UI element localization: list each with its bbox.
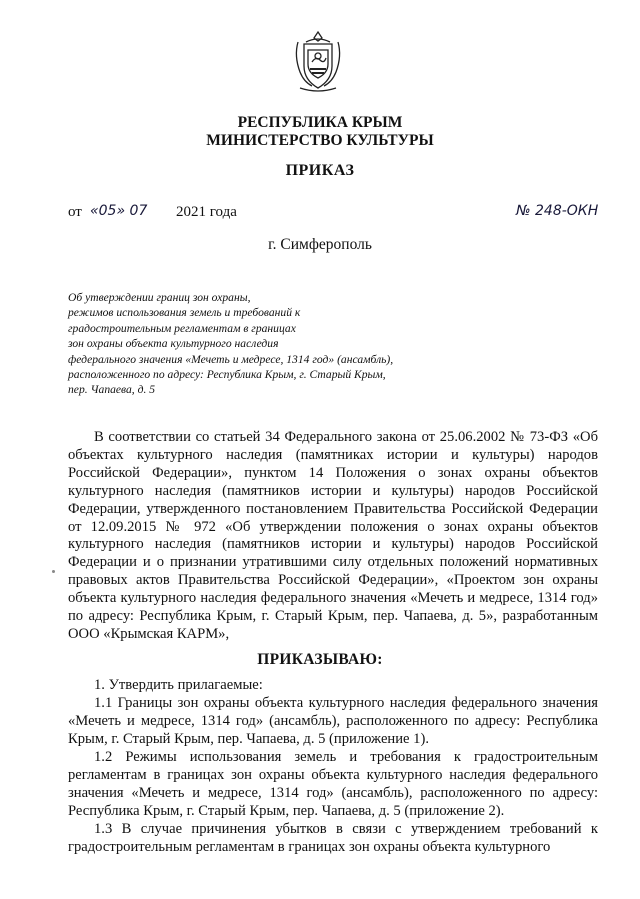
item-1-2: 1.2 Режимы использования земель и требования к градостроительным регламентам в границах зон охраны объекта культурного наследия федерального значения «Мечеть и медресе, 1314 год» (ансамбль), расположенного по адресу: Республика Крым, г. Старый Крым, пер. Чапаева, д. 5 (приложение 2).: [68, 749, 598, 819]
org-ministry: МИНИСТЕРСТВО КУЛЬТУРЫ: [206, 132, 434, 149]
item-1: 1. Утвердить прилагаемые:: [94, 677, 263, 693]
subject-line: режимов использования земель и требований к: [68, 306, 301, 320]
org-region: РЕСПУБЛИКА КРЫМ: [237, 114, 403, 131]
order-word: ПРИКАЗЫВАЮ:: [257, 651, 383, 668]
margin-mark: [52, 570, 55, 573]
subject-line: федерального значения «Мечеть и медресе, 1314 год» (ансамбль),: [68, 352, 394, 366]
city-line: г. Симферополь: [268, 236, 372, 253]
date-handwritten: «05» 07: [90, 203, 148, 219]
subject-line: Об утверждении границ зон охраны,: [68, 291, 251, 304]
date-prefix: от: [68, 204, 82, 220]
subject-line: пер. Чапаева, д. 5: [68, 383, 156, 397]
coat-of-arms-icon: [290, 28, 346, 94]
subject-block: [68, 290, 488, 398]
subject-line: зон охраны объекта культурного наследия: [68, 337, 279, 351]
item-1-3: 1.3 В случае причинения убытков в связи с утверждением требований к градостроительным регламентам в границах зон охраны объекта культурного: [68, 821, 598, 855]
item-1-1: 1.1 Границы зон охраны объекта культурного наследия федерального значения «Мечеть и медресе, 1314 год» (ансамбль), расположенного по адресу: Республика Крым, г. Старый Крым, пер. Чапаева, д. 5 (приложение 1).: [68, 695, 598, 747]
order-number: № 248-ОКН: [516, 203, 599, 219]
preamble-paragraph: В соответствии со статьей 34 Федерального закона от 25.06.2002 № 73-ФЗ «Об объектах культурного наследия (памятниках истории и культуры) народов Российской Федерации», пунктом 14 Положения о зонах охраны объектов культурного наследия (памятников истории и культуры) народов Российской Федерации, утвержденного постановлением Правительства Российской Федерации от 12.09.2015 № 972 «Об утверждении положения о зонах охраны объектов культурного наследия (памятников истории и культуры) народов Российской Федерации и о признании утратившими силу отдельных положений нормативных правовых актов Правительства Российской Федерации», «Проектом зон охраны объекта культурного наследия федерального значения «Мечеть и медресе, 1314 год» по адресу: Республика Крым, г. Старый Крым, пер. Чапаева, д. 5», разработанным ООО «Крымская КАРМ»,: [68, 429, 598, 642]
doc-type-title: ПРИКАЗ: [285, 162, 355, 179]
subject-line: градостроительным регламентам в границах: [68, 321, 296, 335]
date-year: 2021 года: [176, 204, 237, 220]
subject-line: расположенного по адресу: Республика Крым, г. Старый Крым,: [68, 368, 386, 382]
